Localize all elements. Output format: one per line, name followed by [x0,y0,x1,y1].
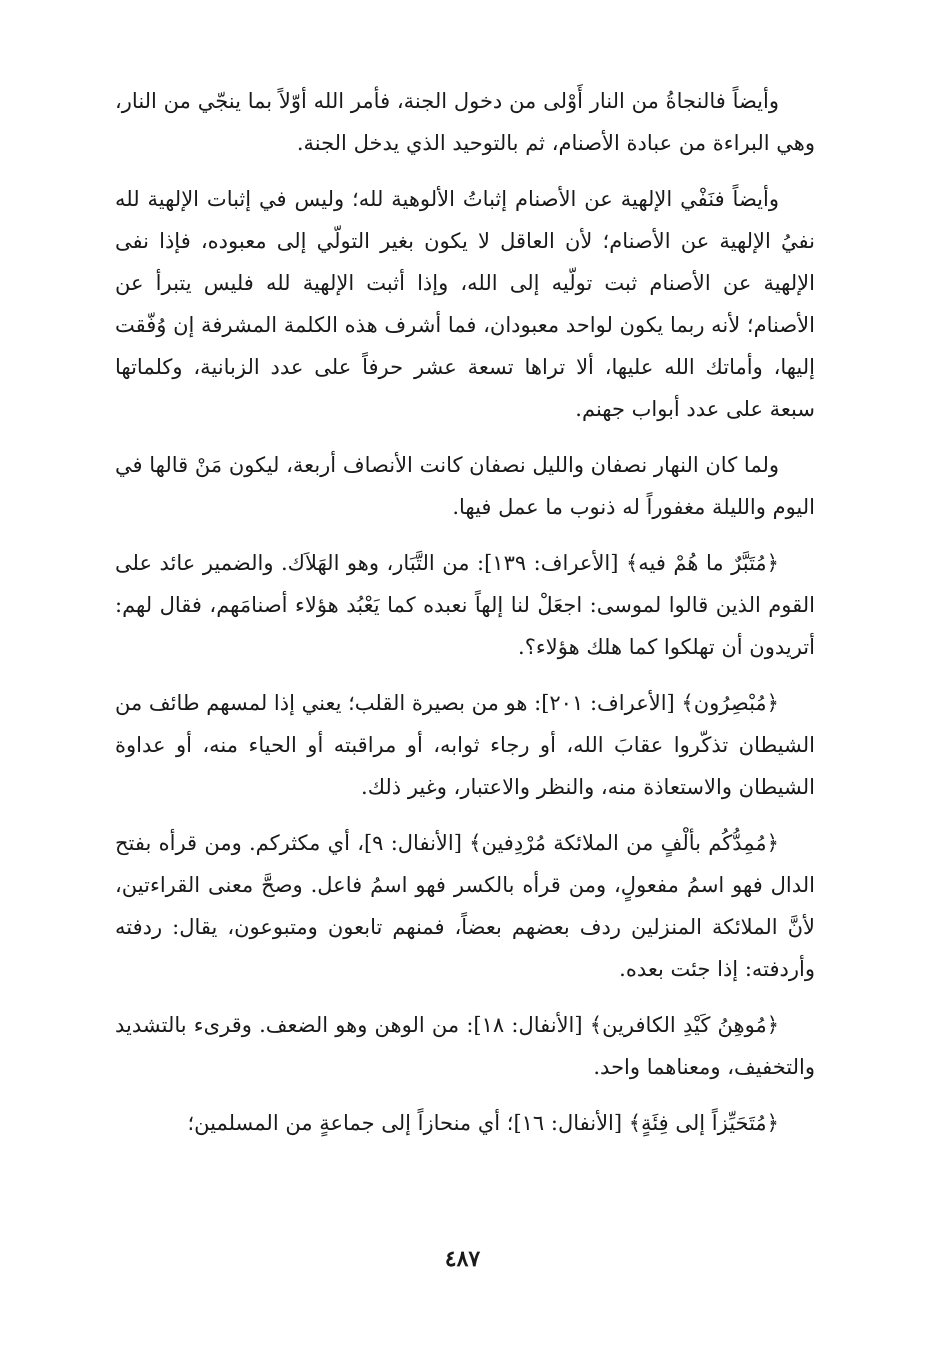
page-text [115,80,815,1250]
paragraph-1: وأيضاً فالنجاةُ من النار أَوْلى من دخول الجنة، فأمر الله أوّلاً بما ينجّي من النار، وهي البراءة من عبادة الأصنام، ثم بالتوحيد الذي يدخل الجنة. [115,89,815,155]
paragraph-8: ﴿مُتَحَيِّزاً إلى فِئَةٍ﴾ [الأنفال: ١٦]؛ أي منحازاً إلى جماعةٍ من المسلمين؛ [187,1111,779,1135]
paragraph-6: ﴿مُمِدُّكُم بألْفٍ من الملائكة مُرْدِفين﴾ [الأنفال: ٩]، أي مكثركم. ومن قرأه بفتح الدال فهو اسمُ مفعولٍ، ومن قرأه بالكسر فهو اسمُ فاعل. وصحَّ معنى القراءتين، لأنَّ الملائكة المنزلين ردف بعضهم بعضاً، فمنهم تابعون ومتبوعون، يقال: ردفته وأردفته: إذا جئت بعده. [115,831,815,981]
paragraph-4: ﴿مُتَبَّرٌ ما هُمْ فيه﴾ [الأعراف: ١٣٩]: من التَّبَار، وهو الهَلاَك. والضمير عائد على القوم الذين قالوا لموسى: اجعَلْ لنا إلهاً نعبده كما يَعْبُد هؤلاء أصنامَهم، فقال لهم: أتريدون أن تهلكوا كما هلك هؤلاء؟. [115,551,815,659]
paragraph-5: ﴿مُبْصِرُون﴾ [الأعراف: ٢٠١]: هو من بصيرة القلب؛ يعني إذا لمسهم طائف من الشيطان تذكّروا عقابَ الله، أو رجاء ثوابه، أو مراقبته أو الحياء منه، أو عداوة الشيطان والاستعاذة منه، والنظر والاعتبار، وغير ذلك. [115,691,815,799]
paragraph-7: ﴿مُوهِنُ كَيْدِ الكافرين﴾ [الأنفال: ١٨]: من الوهن وهو الضعف. وقرىء بالتشديد والتخفيف، ومعناهما واحد. [115,1013,815,1079]
paragraph-3: ولما كان النهار نصفان والليل نصفان كانت الأنصاف أربعة، ليكون مَنْ قالها في اليوم والليلة مغفوراً له ذنوب ما عمل فيها. [115,453,815,519]
paragraph-2: وأيضاً فنَفْي الإلهية عن الأصنام إثباتُ الألوهية لله؛ وليس في إثبات الإلهية لله نفيُ الإلهية عن الأصنام؛ لأن العاقل لا يكون بغير التولّي إلى معبوده، فإذا نفى الإلهية عن الأصنام ثبت تولّيه إلى الله، وإذا أثبت الإلهية لله فليس يتبرأ عن الأصنام؛ لأنه ربما يكون لواحد معبودان، فما أشرف هذه الكلمة المشرفة إن وُفّقت إليها، وأماتك الله عليها، ألا تراها تسعة عشر حرفاً على عدد الزبانية، وكلماتها سبعة على عدد أبواب جهنم. [115,187,815,421]
page-number: ٤٨٧ [444,1246,481,1272]
